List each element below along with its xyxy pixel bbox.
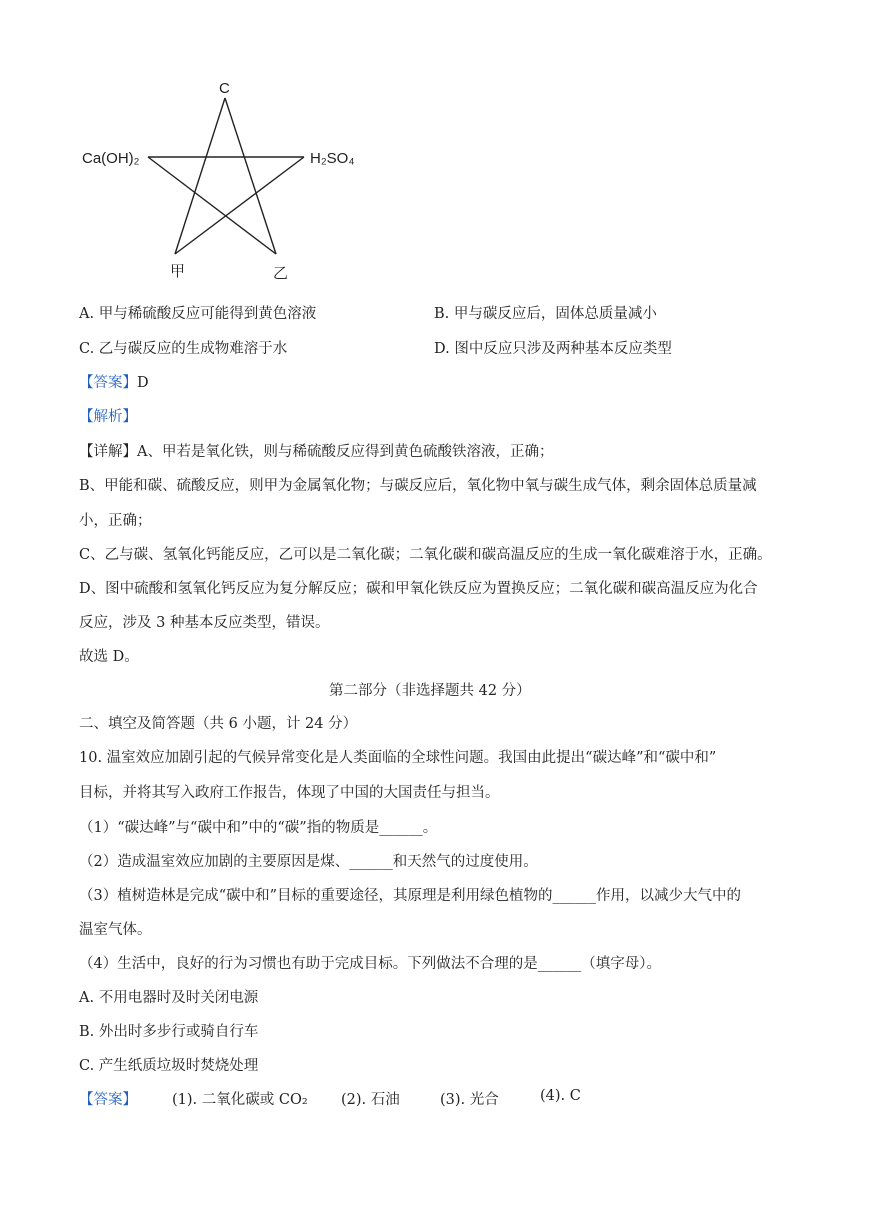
section2-title: 二、填空及简答题（共 6 小题，计 24 分） [79,716,358,732]
option-d: D. 图中反应只涉及两种基本反应类型 [434,341,672,357]
q10-sub1: （1）“碳达峰”与“碳中和”中的“碳”指的物质是______。 [79,820,438,836]
star-edge [175,98,225,254]
answer-line [79,371,149,392]
detail-line-b1: B、甲能和碳、硫酸反应，则甲为金属氧化物；与碳反应后，氧化物中氧与碳生成气体，剩余固体总质量减 [79,478,757,494]
node-label-top: C [219,80,230,97]
detail-conclusion: 故选 D。 [79,649,139,665]
q10-sub2: （2）造成温室效应加剧的主要原因是煤、______和天然气的过度使用。 [79,854,538,870]
answer2-tag: 【答案】 [79,1092,137,1108]
star-edge [175,157,304,254]
q10-sub3a: （3）植树造林是完成“碳中和”目标的重要途径，其原理是利用绿色植物的______作用，以减少大气中的 [79,888,742,904]
answer2-item-2: (2). 石油 [341,1092,400,1108]
answer-value: D [137,375,149,391]
detail-tag: 【详解】 [79,444,137,460]
detail-line-b2: 小，正确； [79,513,152,529]
answer2-item-4: (4). C [540,1088,581,1104]
node-label-left: Ca(OH)₂ [82,150,140,167]
option-b: B. 甲与碳反应后，固体总质量减小 [434,306,657,322]
star-diagram [78,76,378,286]
detail-line-a [79,440,553,461]
node-label-bottom-right: 乙 [273,265,289,282]
q10-sub4: （4）生活中，良好的行为习惯也有助于完成目标。下列做法不合理的是______（填字母）。 [79,956,661,972]
detail-line-d1: D、图中硫酸和氢氧化钙反应为复分解反应；碳和甲氧化铁反应为置换反应；二氧化碳和碳高温反应为化合 [79,581,758,597]
detail-line-c: C、乙与碳、氢氧化钙能反应，乙可以是二氧化碳；二氧化碳和碳高温反应的生成一氧化碳难溶于水，正确。 [79,547,772,563]
q10-option-a: A. 不用电器时及时关闭电源 [79,990,259,1006]
part2-title: 第二部分（非选择题共 42 分） [329,683,531,699]
answer2-item-1: (1). 二氧化碳或 CO₂ [172,1092,308,1108]
option-a: A. 甲与稀硫酸反应可能得到黄色溶液 [79,306,317,322]
q10-option-b: B. 外出时多步行或骑自行车 [79,1024,259,1040]
q10-stem-1: 10. 温室效应加剧引起的气候异常变化是人类面临的全球性问题。我国由此提出“碳达峰”和“碳中和” [79,750,717,766]
analysis-tag: 【解析】 [79,409,137,425]
node-label-bottom-left: 甲 [170,263,186,280]
star-edge [148,157,276,254]
detail-line-d2: 反应，涉及 3 种基本反应类型，错误。 [79,615,330,631]
star-edge [225,98,276,254]
node-label-right: H₂SO₄ [310,150,355,167]
option-c: C. 乙与碳反应的生成物难溶于水 [79,341,288,357]
answer-tag: 【答案】 [79,375,137,391]
q10-sub3b: 温室气体。 [79,922,152,938]
q10-stem-2: 目标，并将其写入政府工作报告，体现了中国的大国责任与担当。 [79,785,500,801]
detail-text-a: A、甲若是氧化铁，则与稀硫酸反应得到黄色硫酸铁溶液，正确； [137,444,554,460]
q10-option-c: C. 产生纸质垃圾时焚烧处理 [79,1058,259,1074]
answer2-item-3: (3). 光合 [440,1092,499,1108]
